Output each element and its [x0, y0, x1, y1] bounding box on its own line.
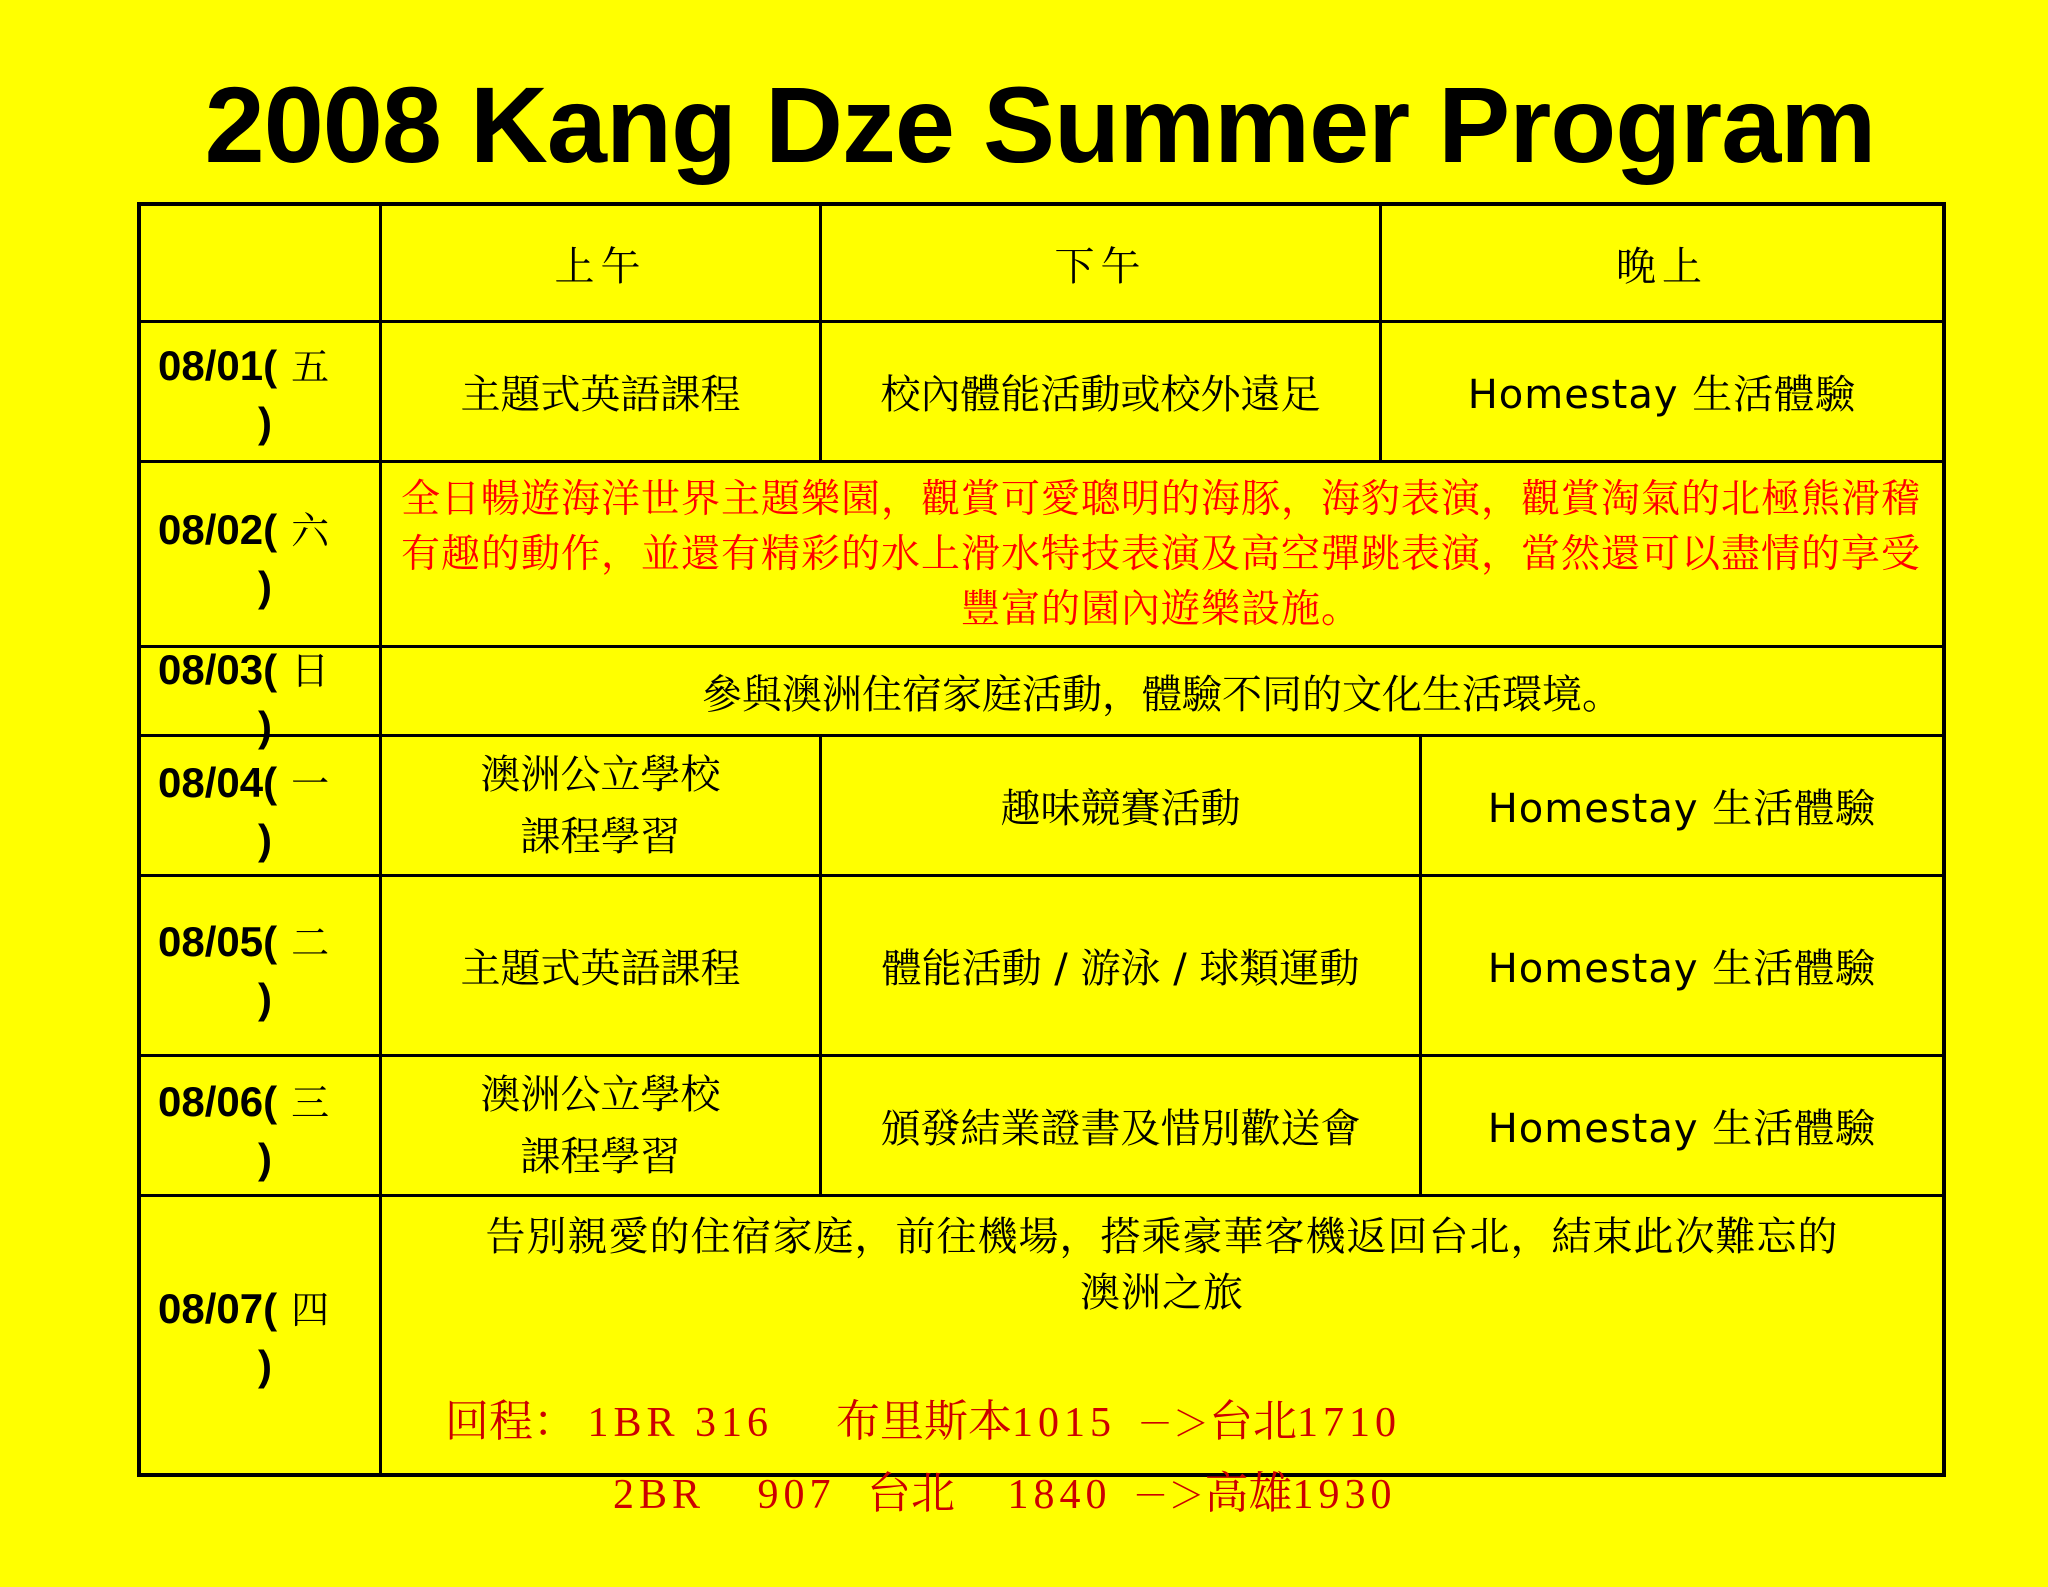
flight-code: 1BR 316	[587, 1400, 774, 1446]
flight-code: 2BR	[613, 1472, 706, 1518]
date-text: 08/01(	[158, 342, 278, 389]
schedule-table	[137, 202, 1946, 1519]
departure-line-1: 告別親愛的住宿家庭，前往機場，搭乘豪華客機返回台北，結束此次難忘的	[485, 1214, 1839, 1260]
date-close: )	[258, 703, 272, 750]
flight-arr: 1930	[1292, 1472, 1397, 1518]
flight-dep: 1015	[1012, 1400, 1117, 1446]
date-cell	[158, 502, 329, 615]
date-close: )	[258, 563, 272, 610]
flight-arrow: －＞	[1137, 1404, 1210, 1445]
return-label: 回程：	[445, 1396, 577, 1447]
flight-from: 台北	[867, 1468, 956, 1519]
weekday-text: 六	[291, 509, 330, 553]
departure-text	[382, 1209, 1942, 1329]
date-close: )	[258, 816, 272, 863]
date-close: )	[258, 1342, 272, 1389]
date-close: )	[258, 975, 272, 1022]
date-cell	[158, 338, 329, 451]
flight-from: 布里斯本	[836, 1396, 1013, 1447]
header-evening: 晚上	[1616, 243, 1708, 290]
date-cell	[158, 1281, 329, 1394]
flight-dep: 1840	[1007, 1472, 1112, 1518]
date-cell	[158, 642, 329, 755]
morning-activity: 主題式英語課程	[460, 372, 741, 418]
morning-line-1: 澳洲公立學校	[480, 1071, 721, 1118]
row-divider	[141, 1194, 1942, 1197]
page-title: 2008 Kang Dze Summer Program	[204, 64, 1876, 185]
weekday-text: 五	[291, 345, 330, 389]
afternoon-activity: 校內體能活動或校外遠足	[880, 372, 1321, 418]
afternoon-activity: 體能活動 / 游泳 / 球類運動	[881, 946, 1360, 992]
flight-to: 台北	[1209, 1396, 1298, 1447]
header-morning: 上午	[554, 243, 647, 290]
date-text: 08/07(	[158, 1285, 278, 1332]
date-cell	[158, 1074, 329, 1187]
date-close: )	[258, 399, 272, 446]
weekday-text: 日	[291, 649, 330, 693]
flight-arrow: －＞	[1132, 1476, 1205, 1517]
morning-activity: 主題式英語課程	[460, 946, 741, 992]
departure-line-2: 澳洲之旅	[1080, 1270, 1244, 1316]
weekday-text: 二	[291, 921, 330, 965]
morning-activity	[382, 1057, 819, 1194]
date-cell	[158, 914, 329, 1027]
date-text: 08/03(	[158, 646, 278, 693]
date-text: 08/05(	[158, 918, 278, 965]
flight-to: 高雄	[1204, 1468, 1293, 1519]
weekday-text: 四	[291, 1288, 330, 1332]
evening-activity: Homestay 生活體驗	[1487, 786, 1877, 832]
fullday-activity: 參與澳洲住宿家庭活動，體驗不同的文化生活環境。	[702, 671, 1622, 718]
flight-num: 907	[757, 1472, 836, 1518]
evening-activity: Homestay 生活體驗	[1487, 1106, 1877, 1152]
header-afternoon: 下午	[1054, 243, 1147, 290]
date-cell	[158, 755, 329, 868]
date-text: 08/04(	[158, 759, 278, 806]
morning-line-1: 澳洲公立學校	[480, 751, 721, 798]
date-close: )	[258, 1135, 272, 1182]
weekday-text: 三	[291, 1081, 330, 1125]
fullday-activity: 全日暢遊海洋世界主題樂園，觀賞可愛聰明的海豚，海豹表演，觀賞淘氣的北極熊滑稽有趣的動作，並還有精彩的水上滑水特技表演及高空彈跳表演，當然還可以盡情的享受豐富的園內遊樂設施。	[401, 476, 1922, 632]
evening-activity: Homestay 生活體驗	[1487, 946, 1877, 992]
evening-activity: Homestay 生活體驗	[1467, 372, 1857, 418]
afternoon-activity: 趣味競賽活動	[1000, 786, 1241, 832]
date-text: 08/06(	[158, 1078, 278, 1125]
morning-line-2: 課程學習	[520, 1133, 681, 1180]
afternoon-activity: 頒發結業證書及惜別歡送會	[880, 1106, 1361, 1152]
date-text: 08/02(	[158, 506, 278, 553]
morning-activity	[382, 737, 819, 874]
weekday-text: 一	[291, 762, 330, 806]
morning-line-2: 課程學習	[520, 813, 681, 860]
flight-arr: 1710	[1297, 1400, 1402, 1446]
return-flight-2	[571, 1404, 1397, 1587]
